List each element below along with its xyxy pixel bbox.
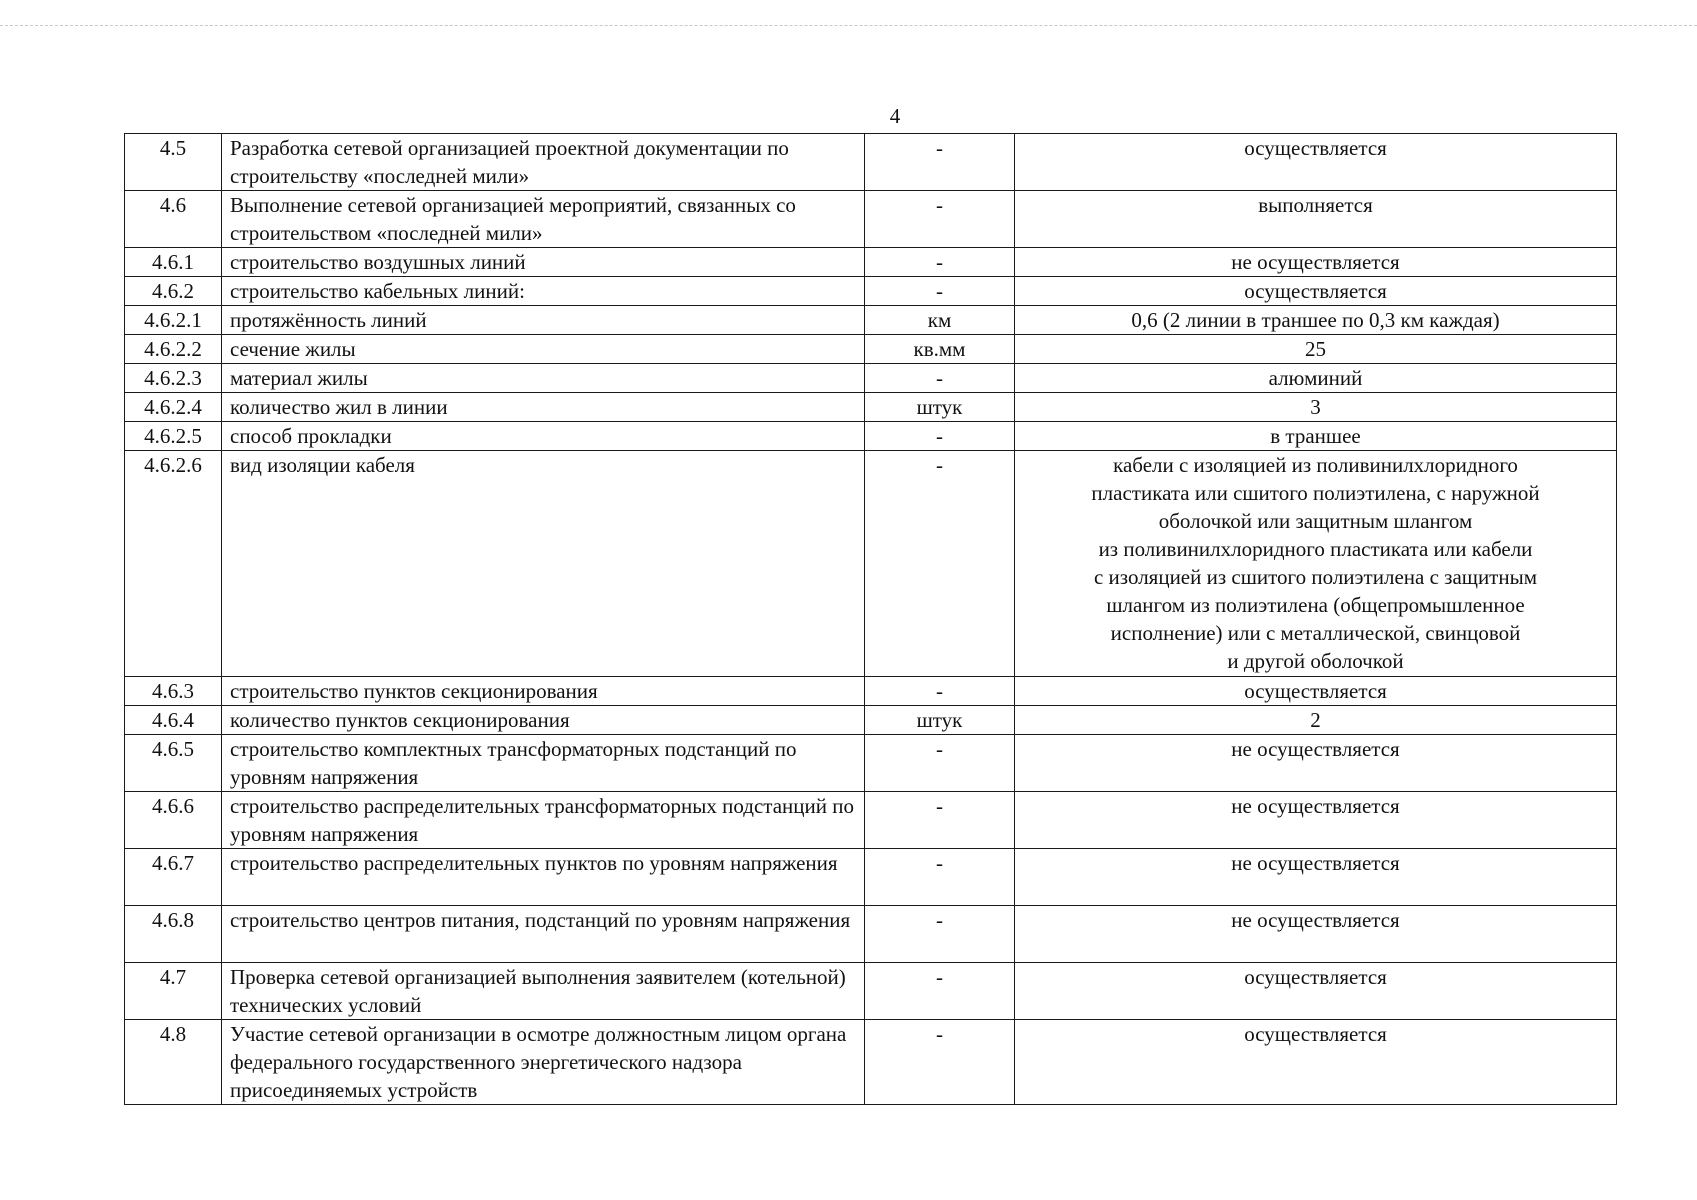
item-value-text: кабели с изоляцией из поливинилхлоридного пластиката или сшитого полиэтилена, с наружной оболочкой или защитным шлангом из поливинилхлоридного пластиката или кабели с изоляцией из сшитого полиэтилена с защитным шлангом из полиэтилена (общепромышленное исполнение) или с металлической, свинцовой и другой оболочкой [1091,453,1540,673]
item-description: Проверка сетевой организацией выполнения заявителем (котельной) технических условий [222,963,865,1020]
item-number: 4.6.5 [125,735,222,792]
item-number: 4.6.1 [125,248,222,277]
table-row [125,677,1617,706]
table-row [125,306,1617,335]
item-description: строительство пунктов секционирования [222,677,865,706]
item-number: 4.6.2.2 [125,335,222,364]
item-number: 4.6.8 [125,906,222,963]
item-number: 4.6.4 [125,706,222,735]
table-row [125,735,1617,792]
item-unit: км [865,306,1015,335]
item-description: способ прокладки [222,422,865,451]
item-value: в траншее [1015,422,1617,451]
item-description: количество пунктов секционирования [222,706,865,735]
item-number: 4.7 [125,963,222,1020]
item-description: сечение жилы [222,335,865,364]
table-row [125,792,1617,849]
item-value: осуществляется [1015,963,1617,1020]
item-value: 25 [1015,335,1617,364]
item-unit: - [865,963,1015,1020]
item-description: строительство комплектных трансформаторных подстанций по уровням напряжения [222,735,865,792]
item-number: 4.6.7 [125,849,222,906]
table-row [125,963,1617,1020]
item-unit: штук [865,706,1015,735]
item-number: 4.6.2.6 [125,451,222,677]
item-number: 4.8 [125,1020,222,1105]
item-value: 3 [1015,393,1617,422]
item-number: 4.6.2.4 [125,393,222,422]
item-unit: - [865,906,1015,963]
item-unit: - [865,134,1015,191]
table-row [125,277,1617,306]
item-unit: - [865,677,1015,706]
item-value [1015,451,1617,677]
item-value: не осуществляется [1015,248,1617,277]
item-value: не осуществляется [1015,906,1617,963]
table-row [125,134,1617,191]
table-row [125,422,1617,451]
item-number: 4.6 [125,191,222,248]
table-row [125,248,1617,277]
item-value: не осуществляется [1015,792,1617,849]
item-description: Выполнение сетевой организацией мероприятий, связанных со строительством «последней мили» [222,191,865,248]
item-number: 4.5 [125,134,222,191]
item-unit: - [865,1020,1015,1105]
item-description: строительство воздушных линий [222,248,865,277]
table-row [125,393,1617,422]
item-unit: - [865,422,1015,451]
table-row [125,191,1617,248]
item-number: 4.6.2.1 [125,306,222,335]
item-value: не осуществляется [1015,849,1617,906]
item-number: 4.6.6 [125,792,222,849]
item-description: строительство распределительных пунктов по уровням напряжения [222,849,865,906]
item-value: осуществляется [1015,277,1617,306]
item-description: материал жилы [222,364,865,393]
table-row [125,1020,1617,1105]
conditions-table-body [125,134,1617,1105]
item-unit: - [865,451,1015,677]
item-unit: кв.мм [865,335,1015,364]
item-number: 4.6.3 [125,677,222,706]
item-value: осуществляется [1015,134,1617,191]
item-value: 0,6 (2 линии в траншее по 0,3 км каждая) [1015,306,1617,335]
table-row [125,335,1617,364]
item-description: вид изоляции кабеля [222,451,865,677]
item-value: не осуществляется [1015,735,1617,792]
item-value: осуществляется [1015,1020,1617,1105]
item-unit: - [865,735,1015,792]
item-unit: - [865,849,1015,906]
item-description: количество жил в линии [222,393,865,422]
item-number: 4.6.2.3 [125,364,222,393]
table-row [125,364,1617,393]
item-unit: - [865,191,1015,248]
item-unit: штук [865,393,1015,422]
item-description: строительство кабельных линий: [222,277,865,306]
item-number: 4.6.2 [125,277,222,306]
page-number: 4 [889,104,901,128]
item-value: осуществляется [1015,677,1617,706]
table-row [125,906,1617,963]
item-number: 4.6.2.5 [125,422,222,451]
item-description: Участие сетевой организации в осмотре должностным лицом органа федерального государственного энергетического надзора присоединяемых устройств [222,1020,865,1105]
item-description: Разработка сетевой организацией проектной документации по строительству «последней мили» [222,134,865,191]
conditions-table [124,133,1617,1105]
table-row [125,706,1617,735]
item-unit: - [865,248,1015,277]
item-value: выполняется [1015,191,1617,248]
scan-edge-line [0,25,1697,26]
item-value: алюминий [1015,364,1617,393]
item-value: 2 [1015,706,1617,735]
item-unit: - [865,792,1015,849]
table-row [125,451,1617,677]
item-description: протяжённость линий [222,306,865,335]
item-description: строительство центров питания, подстанций по уровням напряжения [222,906,865,963]
table-row [125,849,1617,906]
item-description: строительство распределительных трансформаторных подстанций по уровням напряжения [222,792,865,849]
item-unit: - [865,277,1015,306]
item-unit: - [865,364,1015,393]
